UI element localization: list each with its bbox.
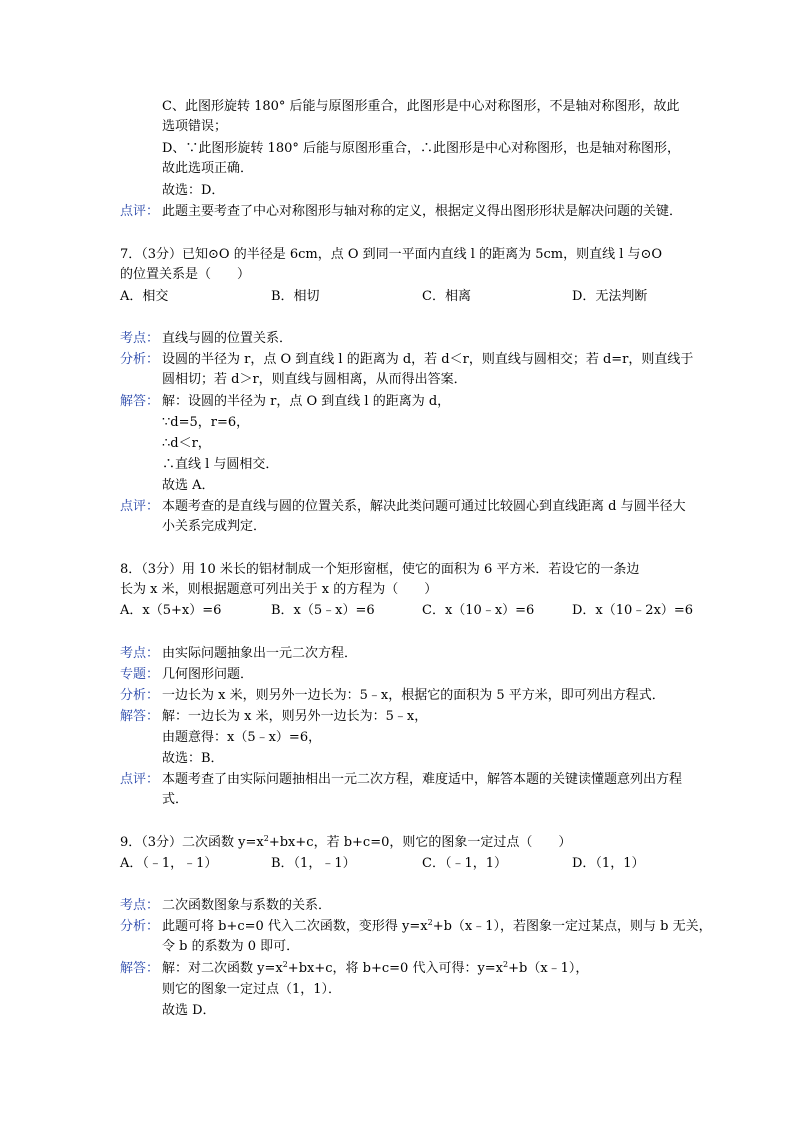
q8-stem-line2: 长为 x 米，则根据题意可列出关于 x 的方程为（ ）	[120, 582, 438, 597]
q9-stem	[120, 833, 571, 853]
q9-jieda-line1	[162, 959, 588, 979]
q7-jieda-line3: ∴d＜r，	[162, 436, 211, 451]
q8-zhuanti-text: 几何图形问题．	[162, 667, 254, 682]
q7-option-b: B．相切	[271, 289, 320, 304]
q7-stem-line1: 7．（3分）已知⊙O 的半径是 6cm，点 O 到同一平面内直线 l 的距离为 5cm，则直线 l 与⊙O	[120, 247, 663, 262]
q9-stem-part2: +bx+c，若 b+c=0，则它的图象一定过点（ ）	[268, 835, 572, 850]
q8-option-d: D．x（10﹣2x）=6	[572, 603, 694, 618]
q7-fenxi-line1: 设圆的半径为 r，点 O 到直线 l 的距离为 d，若 d＜r，则直线与圆相交；若 d=r，则直线于	[162, 352, 694, 367]
q7-kaodian-label: 考点：	[120, 331, 160, 346]
q8-fenxi-label: 分析：	[120, 688, 160, 703]
review-text: 此题主要考查了中心对称图形与轴对称的定义，根据定义得出图形形状是解决问题的关键．	[162, 204, 683, 219]
q9-option-b: B．（1，﹣1）	[271, 856, 356, 871]
q9-fenxi-line2: 令 b 的系数为 0 即可．	[162, 939, 300, 954]
q9-fenxi-label: 分析：	[120, 919, 160, 934]
review-label: 点评：	[120, 204, 160, 219]
q7-dianping-line1: 本题考查的是直线与圆的位置关系，解决此类问题可通过比较圆心到直线距离 d 与圆半径大	[162, 499, 686, 514]
q9-jieda-label: 解答：	[120, 961, 160, 976]
q9-jieda-part3: +b（x﹣1），	[508, 961, 589, 976]
q7-jieda-line4: ∴直线 l 与圆相交．	[162, 457, 279, 472]
q7-jieda-line2: ∵d=5，r=6，	[162, 415, 250, 430]
q8-kaodian-text: 由实际问题抽象出一元二次方程．	[162, 646, 358, 661]
q7-stem-line2: 的位置关系是（ ）	[120, 267, 251, 282]
q9-jieda-exponent1: 2	[282, 960, 288, 969]
q7-dianping-label: 点评：	[120, 499, 160, 514]
q9-jieda-line3: 故选 D．	[162, 1003, 216, 1018]
option-c-explanation-line1: C、此图形旋转 180° 后能与原图形重合，此图形是中心对称图形，不是轴对称图形，故此	[162, 99, 680, 114]
q7-option-a: A．相交	[120, 289, 169, 304]
q7-option-d: D．无法判断	[572, 289, 648, 304]
q8-option-b: B．x（5﹣x）=6	[271, 603, 375, 618]
q8-dianping-line2: 式．	[162, 792, 189, 807]
option-d-explanation-line1: D、∵此图形旋转 180° 后能与原图形重合，∴此图形是中心对称图形，也是轴对称图形，	[162, 141, 681, 156]
q8-option-a: A．x（5+x）=6	[120, 603, 222, 618]
q9-stem-exponent: 2	[263, 834, 269, 843]
q8-dianping-label: 点评：	[120, 772, 160, 787]
q8-option-c: C．x（10﹣x）=6	[422, 603, 535, 618]
q7-jieda-line5: 故选 A．	[162, 478, 215, 493]
q7-fenxi-line2: 圆相切；若 d＞r，则直线与圆相离，从而得出答案．	[162, 372, 467, 387]
q8-kaodian-label: 考点：	[120, 646, 160, 661]
q9-jieda-part1: 解：对二次函数 y=x	[162, 961, 283, 976]
q9-kaodian-label: 考点：	[120, 898, 160, 913]
q8-jieda-line3: 故选：B．	[162, 751, 224, 766]
q9-jieda-line2: 则它的图象一定过点（1，1）．	[162, 982, 342, 997]
q9-jieda-part2: +bx+c，将 b+c=0 代入可得：y=x	[287, 961, 504, 976]
answer-line: 故选：D．	[162, 183, 225, 198]
option-c-explanation-line2: 选项错误；	[162, 119, 228, 134]
q9-option-a: A．（﹣1，﹣1）	[120, 856, 218, 871]
q8-stem-line1: 8．（3分）用 10 米长的铝材制成一个矩形窗框，使它的面积为 6 平方米．若设它的一条边	[120, 562, 640, 577]
q9-option-d: D．（1，1）	[572, 856, 645, 871]
q9-option-c: C．（﹣1，1）	[422, 856, 507, 871]
q9-kaodian-text: 二次函数图象与系数的关系．	[162, 898, 332, 913]
q8-jieda-line2: 由题意得：x（5﹣x）=6，	[162, 730, 322, 745]
q8-dianping-line1: 本题考查了由实际问题抽相出一元二次方程，难度适中，解答本题的关键读懂题意列出方程	[162, 772, 683, 787]
q9-fenxi-part1: 此题可将 b+c=0 代入二次函数，变形得 y=x	[162, 919, 428, 934]
q9-fenxi-line1	[162, 917, 712, 937]
q7-kaodian-text: 直线与圆的位置关系．	[162, 331, 293, 346]
q8-jieda-label: 解答：	[120, 709, 160, 724]
q9-stem-part1: 9．（3分）二次函数 y=x	[120, 835, 264, 850]
q7-jieda-label: 解答：	[120, 394, 160, 409]
q8-jieda-line1: 解：一边长为 x 米，则另外一边长为：5﹣x，	[162, 709, 428, 724]
option-d-explanation-line2: 故此选项正确．	[162, 161, 254, 176]
q7-fenxi-label: 分析：	[120, 352, 160, 367]
q9-fenxi-part2: +b（x﹣1），若图象一定过某点，则与 b 无关，	[432, 919, 712, 934]
q8-zhuanti-label: 专题：	[120, 667, 160, 682]
q7-dianping-line2: 小关系完成判定．	[162, 519, 267, 534]
q7-jieda-line1: 解：设圆的半径为 r，点 O 到直线 l 的距离为 d，	[162, 394, 451, 409]
q9-fenxi-exponent: 2	[427, 918, 433, 927]
q7-option-c: C．相离	[422, 289, 471, 304]
q9-jieda-exponent2: 2	[503, 960, 509, 969]
q8-fenxi-text: 一边长为 x 米，则另外一边长为：5﹣x，根据它的面积为 5 平方米，即可列出方程式．	[162, 688, 665, 703]
